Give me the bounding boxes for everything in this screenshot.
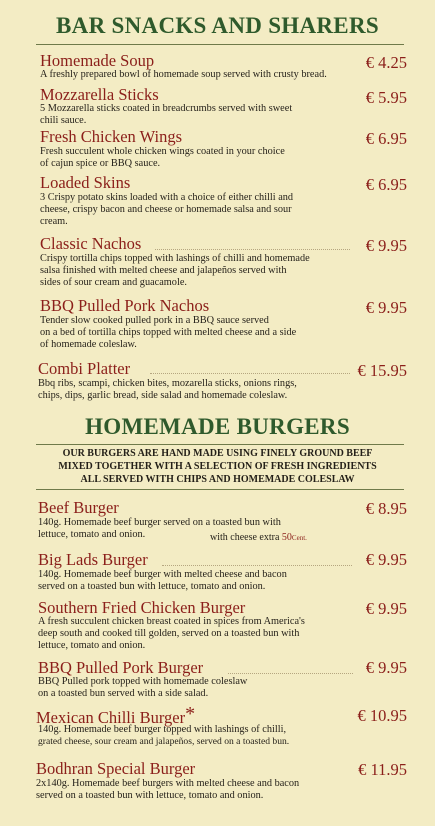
item-price: € 9.95 [365,298,407,317]
item-price: € 10.95 [357,706,407,725]
item-description-line: chili sauce. [40,115,87,126]
item-description-line: salsa finished with melted cheese and jalapeños served with [40,265,287,276]
item-description-line: 5 Mozzarella sticks coated in breadcrumbs served with sweet [40,103,293,114]
leader-dots [155,249,350,250]
item-description-line: lettuce, tomato and onion. [38,640,146,651]
item-price: € 9.95 [365,599,407,618]
item-description-line: 140g. Homemade beef burger served on a toasted bun with [38,517,281,528]
item-price: € 8.95 [365,499,407,518]
item-description-line: 2x140g. Homemade beef burgers with melted cheese and bacon [36,778,300,789]
item-description-line: chips, dips, garlic bread, side salad and homemade coleslaw. [38,390,288,401]
item-description-line: lettuce, tomato and onion. [38,529,146,540]
item-name-text: Mexican Chilli Burger [36,708,186,727]
item-description-line: Crispy tortilla chips topped with lashings of chilli and homemade [40,253,310,264]
item-name: BBQ Pulled Pork Nachos [40,296,210,315]
item-price: € 5.95 [365,88,407,107]
item-name: Bodhran Special Burger [36,759,196,778]
item-price: € 9.95 [365,550,407,569]
extra-cost: 50 [281,532,292,543]
item-description-line: served on a toasted bun with lettuce, tomato and onion. [36,790,264,801]
item-description-line: BBQ Pulled pork topped with homemade coleslaw [38,676,248,687]
leader-dots [228,673,353,674]
item-price: € 15.95 [357,361,407,380]
item-description-line: of homemade coleslaw. [40,339,137,350]
item-description: A freshly prepared bowl of homemade soup served with crusty bread. [40,69,327,80]
item-description-line: of cajun spice or BBQ sauce. [40,158,161,169]
divider [36,444,404,445]
item-price: € 4.25 [365,53,407,72]
burgers-notice-line: OUR BURGERS ARE HAND MADE USING FINELY GROUND BEEF [62,448,373,459]
item-price: € 6.95 [365,129,407,148]
item-name: Loaded Skins [40,173,131,192]
item-description-line: on a bed of tortilla chips topped with melted cheese and a side [40,327,297,338]
divider [36,489,404,490]
item-name: Homemade Soup [40,51,155,70]
section-title-snacks: BAR SNACKS AND SHARERS [56,13,379,38]
item-name: Big Lads Burger [38,550,148,569]
item-name: BBQ Pulled Pork Burger [38,658,204,677]
section-title-burgers: HOMEMADE BURGERS [85,414,350,439]
spicy-star-icon: * [185,703,196,725]
item-description-line: Tender slow cooked pulled pork in a BBQ sauce served [40,315,269,326]
item-name: Fresh Chicken Wings [40,127,183,146]
item-price: € 9.95 [365,658,407,677]
item-price: € 11.95 [358,760,407,779]
item-price: € 6.95 [365,175,407,194]
item-description-line: Fresh succulent whole chicken wings coated in your choice [40,146,285,157]
extra-unit: Cent. [291,534,307,542]
leader-dots [150,373,350,374]
item-name: Combi Platter [38,359,131,378]
item-description-line: sides of sour cream and guacamole. [40,277,187,288]
item-description-line: 3 Crispy potato skins loaded with a choice of either chilli and [40,192,294,203]
item-description-line: on a toasted bun served with a side salad. [38,688,209,699]
extra-text: with cheese extra [210,532,280,543]
leader-dots [162,565,352,566]
item-description-line: grated cheese, sour cream and jalapeños, served on a toasted bun. [38,736,290,747]
item-name: Classic Nachos [40,234,142,253]
item-description-line: A fresh succulent chicken breast coated in spices from America's [38,616,305,627]
item-name: Southern Fried Chicken Burger [38,598,246,617]
item-description-line: cream. [40,216,68,227]
item-description-line: 140g. Homemade beef burger topped with lashings of chilli, [38,724,287,735]
item-name: Mozzarella Sticks [40,85,159,104]
burgers-notice-line: MIXED TOGETHER WITH A SELECTION OF FRESH INGREDIENTS [58,461,377,472]
item-description-line: deep south and cooked till golden, served on a toasted bun with [38,628,300,639]
item-description-line: 140g. Homemade beef burger with melted cheese and bacon [38,569,287,580]
item-name: Beef Burger [38,498,119,517]
item-description-line: served on a toasted bun with lettuce, tomato and onion. [38,581,266,592]
item-description-line: cheese, crispy bacon and cheese or homemade salsa and sour [40,204,292,215]
burgers-notice-line: ALL SERVED WITH CHIPS AND HOMEMADE COLESLAW [80,474,355,485]
divider [36,44,404,45]
item-description-line: Bbq ribs, scampi, chicken bites, mozarella sticks, onions rings, [38,378,297,389]
cheese-extra-note [210,532,307,543]
item-price: € 9.95 [365,236,407,255]
